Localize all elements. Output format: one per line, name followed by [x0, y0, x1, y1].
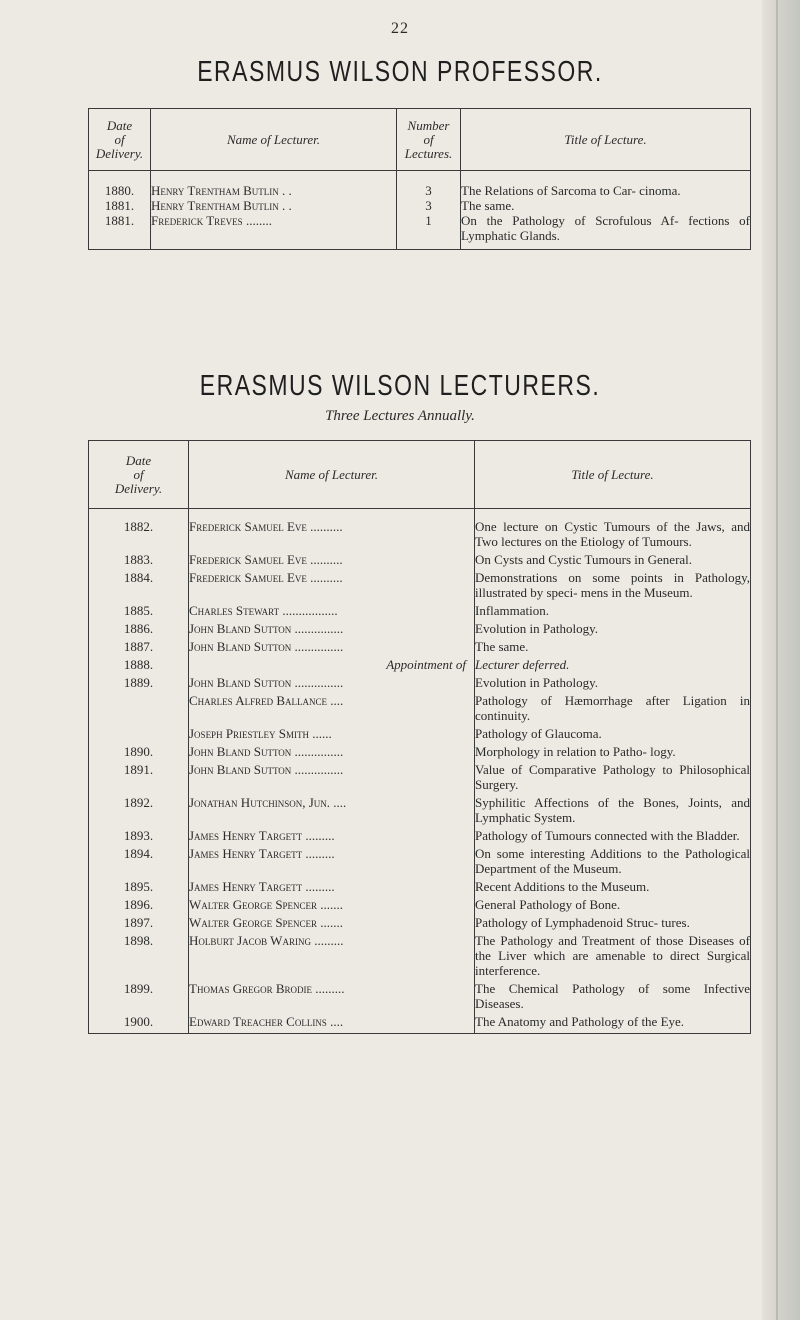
row-year: 1886. — [89, 618, 189, 636]
professor-table — [88, 108, 751, 250]
row-lecturer-name: Henry Trentham Butlin . . — [151, 171, 397, 199]
row-lecturer-name: James Henry Targett ......... — [189, 843, 475, 876]
row-lecture-title: On some interesting Additions to the Pathological Department of the Museum. — [475, 843, 751, 876]
row-lecture-title: One lecture on Cystic Tumours of the Jaws, and Two lectures on the Etiology of Tumours. — [475, 509, 751, 550]
row-lecturer-name: Charles Stewart ................. — [189, 600, 475, 618]
row-year: 1897. — [89, 912, 189, 930]
row-year: 1887. — [89, 636, 189, 654]
header-date: Date of Delivery. — [89, 109, 151, 171]
row-lecturer-name: Frederick Samuel Eve .......... — [189, 509, 475, 550]
row-lecture-title: Pathology of Hæmorrhage after Ligation in continuity. — [475, 690, 751, 723]
row-lecturer-name: Charles Alfred Ballance .... — [189, 690, 475, 723]
row-lecture-title: General Pathology of Bone. — [475, 894, 751, 912]
row-year: 1893. — [89, 825, 189, 843]
row-lecture-count: 3 — [397, 198, 461, 213]
table-row — [89, 1011, 751, 1034]
row-lecture-count: 3 — [397, 171, 461, 199]
row-lecture-title: Syphilitic Affections of the Bones, Joints, and Lymphatic System. — [475, 792, 751, 825]
table-row — [89, 759, 751, 792]
row-year: 1894. — [89, 843, 189, 876]
row-lecturer-name: John Bland Sutton ............... — [189, 672, 475, 690]
row-lecturer-name: Thomas Gregor Brodie ......... — [189, 978, 475, 1011]
header-title: Title of Lecture. — [475, 441, 751, 509]
row-lecture-title: Evolution in Pathology. — [475, 672, 751, 690]
table-row — [89, 213, 751, 250]
row-year: 1880. — [89, 171, 151, 199]
row-lecture-title: Lecturer deferred. — [475, 654, 751, 672]
row-lecturer-name: Walter George Spencer ....... — [189, 912, 475, 930]
row-year: 1882. — [89, 509, 189, 550]
row-lecture-title: On the Pathology of Scrofulous Af- fections of Lymphatic Glands. — [461, 213, 751, 250]
row-lecture-title: Evolution in Pathology. — [475, 618, 751, 636]
row-lecturer-name: Henry Trentham Butlin . . — [151, 198, 397, 213]
row-lecturer-name: Holburt Jacob Waring ......... — [189, 930, 475, 978]
row-lecture-title: The same. — [475, 636, 751, 654]
table-row — [89, 876, 751, 894]
table-row — [89, 618, 751, 636]
row-year: 1890. — [89, 741, 189, 759]
table-row — [89, 825, 751, 843]
page-edge-shadow — [762, 0, 800, 1320]
row-lecture-title: The Relations of Sarcoma to Car- cinoma. — [461, 171, 751, 199]
row-lecturer-name: John Bland Sutton ............... — [189, 759, 475, 792]
row-lecture-title: Demonstrations on some points in Pathology, illustrated by speci- mens in the Museum. — [475, 567, 751, 600]
table-row — [89, 198, 751, 213]
row-year — [89, 690, 189, 723]
row-year: 1889. — [89, 672, 189, 690]
row-year: 1900. — [89, 1011, 189, 1034]
row-lecture-title: On Cysts and Cystic Tumours in General. — [475, 549, 751, 567]
row-year — [89, 723, 189, 741]
row-lecture-title: Recent Additions to the Museum. — [475, 876, 751, 894]
row-lecturer-name: James Henry Targett ......... — [189, 825, 475, 843]
row-lecture-title: The Anatomy and Pathology of the Eye. — [475, 1011, 751, 1034]
row-lecturer-name: John Bland Sutton ............... — [189, 618, 475, 636]
table-row — [89, 912, 751, 930]
row-lecturer-name: Appointment of — [189, 654, 475, 672]
row-lecture-count: 1 — [397, 213, 461, 250]
row-year: 1898. — [89, 930, 189, 978]
page-edge-line — [776, 0, 778, 1320]
row-year: 1885. — [89, 600, 189, 618]
row-lecture-title: Value of Comparative Pathology to Philosophical Surgery. — [475, 759, 751, 792]
header-number: Number of Lectures. — [397, 109, 461, 171]
row-year: 1895. — [89, 876, 189, 894]
table-row — [89, 843, 751, 876]
lecturers-heading: ERASMUS WILSON LECTURERS. — [199, 368, 601, 402]
row-lecturer-name: Jonathan Hutchinson, Jun. .... — [189, 792, 475, 825]
table-row — [89, 600, 751, 618]
row-lecturer-name: Frederick Samuel Eve .......... — [189, 549, 475, 567]
row-lecturer-name: John Bland Sutton ............... — [189, 636, 475, 654]
row-lecturer-name: Joseph Priestley Smith ...... — [189, 723, 475, 741]
row-lecture-title: Morphology in relation to Patho- logy. — [475, 741, 751, 759]
row-lecture-title: The Chemical Pathology of some Infective Diseases. — [475, 978, 751, 1011]
table-row — [89, 894, 751, 912]
row-year: 1883. — [89, 549, 189, 567]
table-row — [89, 723, 751, 741]
row-lecture-title: Pathology of Lymphadenoid Struc- tures. — [475, 912, 751, 930]
row-lecture-title: Pathology of Tumours connected with the Bladder. — [475, 825, 751, 843]
row-lecturer-name: James Henry Targett ......... — [189, 876, 475, 894]
row-lecture-title: Inflammation. — [475, 600, 751, 618]
row-year: 1884. — [89, 567, 189, 600]
table-row — [89, 636, 751, 654]
table-row — [89, 672, 751, 690]
row-lecturer-name: Frederick Samuel Eve .......... — [189, 567, 475, 600]
professor-heading: ERASMUS WILSON PROFESSOR. — [197, 54, 603, 88]
header-title: Title of Lecture. — [461, 109, 751, 171]
lecturers-table — [88, 440, 751, 1034]
table-row — [89, 171, 751, 199]
lecturers-subheading: Three Lectures Annually. — [325, 408, 475, 424]
table-row — [89, 792, 751, 825]
table-row — [89, 690, 751, 723]
row-year: 1881. — [89, 213, 151, 250]
table-row — [89, 930, 751, 978]
row-year: 1892. — [89, 792, 189, 825]
row-year: 1881. — [89, 198, 151, 213]
row-year: 1896. — [89, 894, 189, 912]
header-name: Name of Lecturer. — [151, 109, 397, 171]
header-name: Name of Lecturer. — [189, 441, 475, 509]
row-lecture-title: The same. — [461, 198, 751, 213]
page-number: 22 — [391, 20, 409, 37]
table-row — [89, 978, 751, 1011]
row-lecturer-name: Frederick Treves ........ — [151, 213, 397, 250]
row-year: 1891. — [89, 759, 189, 792]
row-lecture-title: The Pathology and Treatment of those Diseases of the Liver which are amenable to direct Surgical interference. — [475, 930, 751, 978]
row-lecturer-name: Edward Treacher Collins .... — [189, 1011, 475, 1034]
row-lecture-title: Pathology of Glaucoma. — [475, 723, 751, 741]
header-date: Date of Delivery. — [89, 441, 189, 509]
row-lecturer-name: Walter George Spencer ....... — [189, 894, 475, 912]
row-year: 1888. — [89, 654, 189, 672]
table-row — [89, 509, 751, 550]
table-row — [89, 741, 751, 759]
table-row — [89, 549, 751, 567]
table-row — [89, 567, 751, 600]
table-row — [89, 654, 751, 672]
row-lecturer-name: John Bland Sutton ............... — [189, 741, 475, 759]
row-year: 1899. — [89, 978, 189, 1011]
